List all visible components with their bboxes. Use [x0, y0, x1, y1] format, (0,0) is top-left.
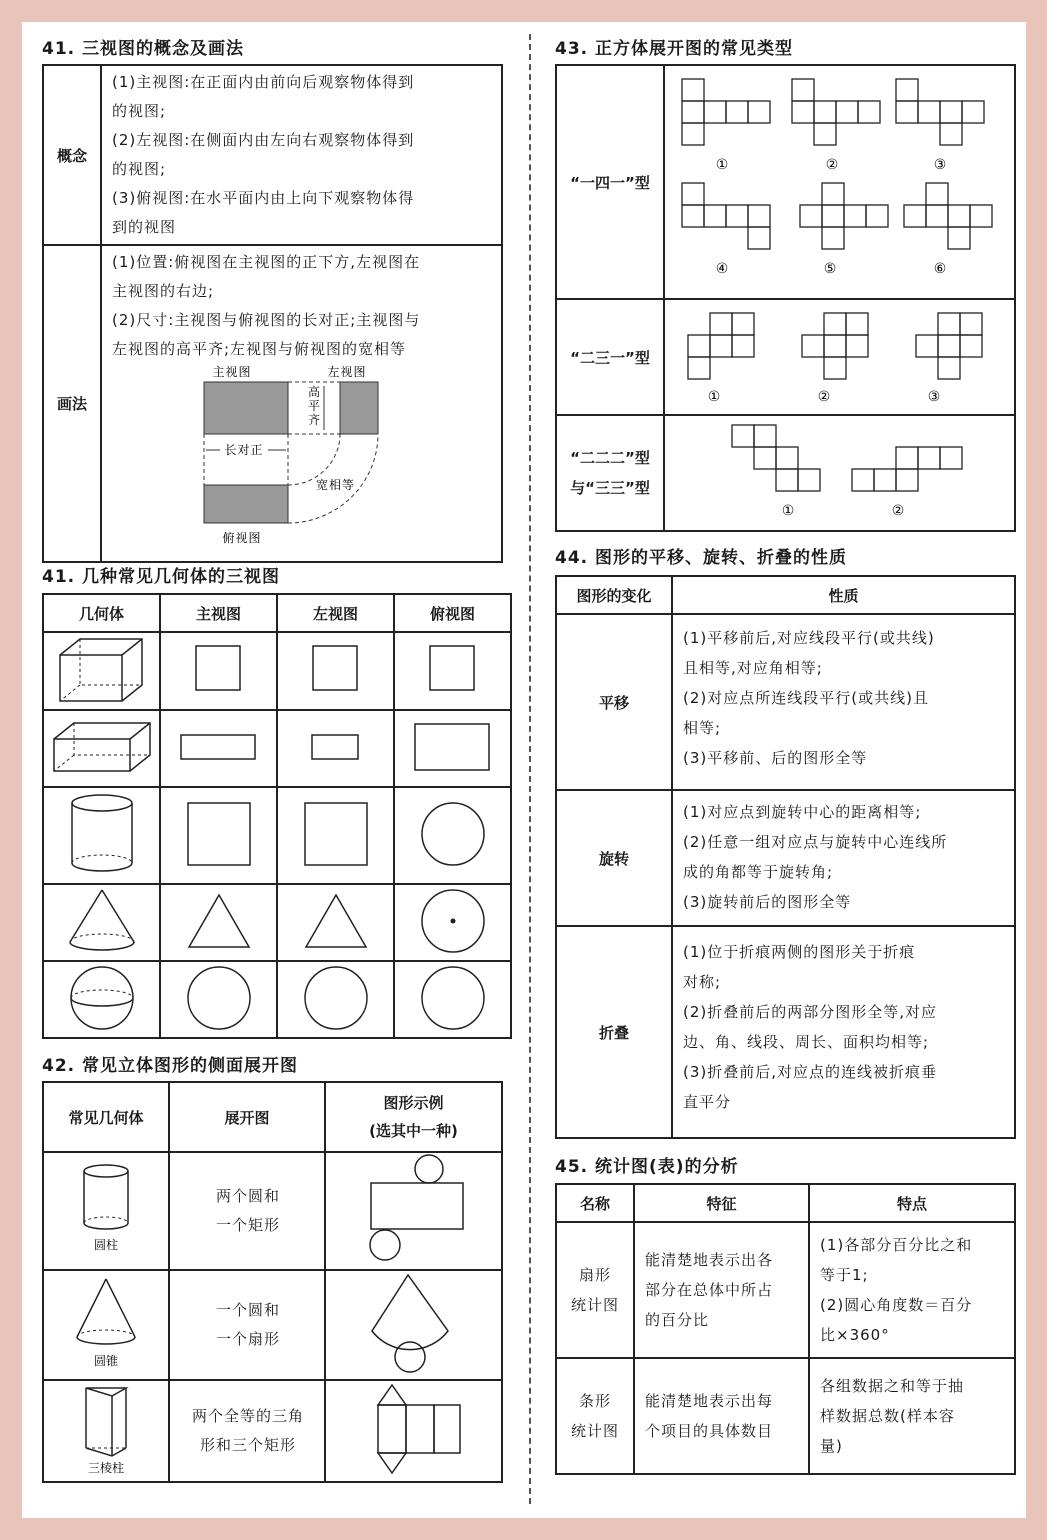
fold-text: (1)位于折痕两侧的图形关于折痕 对称; (2)折叠前后的两部分图形全等,对应 边、角、线段、周长、面积均相等; (3)折叠前后,对应点的连线被折痕垂 直平分	[672, 926, 1015, 1138]
header-name: 名称	[556, 1184, 634, 1222]
cone-top-view	[394, 884, 511, 961]
pie-chart-feature: 能清楚地表示出各 部分在总体中所占 的百分比	[634, 1222, 809, 1358]
svg-text:②: ②	[825, 157, 838, 173]
three-views-concept-table	[42, 64, 503, 563]
pie-chart-characteristic: (1)各部分百分比之和 等于1; (2)圆心角度数＝百分 比×360°	[809, 1222, 1015, 1358]
common-solids-views-table	[42, 593, 512, 1039]
concept-text: (1)主视图:在正面内由前向后观察物体得到 的视图; (2)左视图:在侧面内由左向右观察物体得到 的视图; (3)俯视图:在水平面内由上向下观察物体得 到的视图	[101, 65, 502, 245]
header-top: 俯视图	[394, 594, 511, 632]
svg-text:⑤: ⑤	[823, 261, 836, 277]
cone-desc: 一个圆和 一个扇形	[169, 1270, 325, 1380]
svg-text:①: ①	[781, 503, 794, 519]
svg-text:宽相等: 宽相等	[316, 478, 356, 492]
type-222-33-label: “二二二”型 与“三三”型	[556, 415, 664, 531]
cube-solid	[43, 632, 160, 710]
cone-net	[325, 1270, 502, 1380]
cuboid-top-view	[394, 710, 511, 787]
cylinder-cell	[43, 1152, 169, 1270]
svg-text:三棱柱: 三棱柱	[87, 1461, 125, 1475]
cube-top-view	[394, 632, 511, 710]
header-unfold: 展开图	[169, 1082, 325, 1152]
header-feature: 特征	[634, 1184, 809, 1222]
nets-231-diagram	[670, 303, 1010, 407]
svg-text:③: ③	[927, 389, 940, 405]
bar-chart-characteristic: 各组数据之和等于抽 样数据总数(样本容 量)	[809, 1358, 1015, 1474]
cube-left-view	[277, 632, 394, 710]
translate-label: 平移	[556, 614, 672, 790]
top-view-rect	[204, 485, 288, 523]
header-solid-type: 常见几何体	[43, 1082, 169, 1152]
prism-desc: 两个全等的三角 形和三个矩形	[169, 1380, 325, 1482]
front-view-rect	[204, 382, 288, 434]
rotate-text: (1)对应点到旋转中心的距离相等; (2)任意一组对应点与旋转中心连线所 成的角都等于旋转角; (3)旋转前后的图形全等	[672, 790, 1015, 926]
cylinder-top-view	[394, 787, 511, 884]
cylinder-net	[325, 1152, 502, 1270]
section-41a-title: 41. 三视图的概念及画法	[42, 39, 245, 59]
svg-text:齐: 齐	[308, 413, 322, 427]
cone-solid	[43, 884, 160, 961]
fold-label: 折叠	[556, 926, 672, 1138]
transform-properties-table	[555, 575, 1016, 1139]
three-views-diagram	[112, 364, 492, 549]
sphere-solid	[43, 961, 160, 1038]
section-42-title: 42. 常见立体图形的侧面展开图	[42, 1056, 299, 1076]
bar-chart-name: 条形 统计图	[556, 1358, 634, 1474]
lateral-unfolding-table	[42, 1081, 503, 1483]
cylinder-desc: 两个圆和 一个矩形	[169, 1152, 325, 1270]
statistics-chart-table	[555, 1183, 1016, 1475]
type-222-33-nets	[664, 415, 1015, 531]
cone-front-view	[160, 884, 277, 961]
nets-222-33-diagram	[670, 419, 1010, 523]
header-left: 左视图	[277, 594, 394, 632]
header-transform: 图形的变化	[556, 576, 672, 614]
page-sheet	[22, 22, 1026, 1518]
type-231-nets	[664, 299, 1015, 415]
cylinder-left-view	[277, 787, 394, 884]
section-41b-title: 41. 几种常见几何体的三视图	[42, 567, 281, 587]
cylinder-solid	[43, 787, 160, 884]
method-label: 画法	[43, 245, 101, 562]
cuboid-solid	[43, 710, 160, 787]
method-cell: (1)位置:俯视图在主视图的正下方,左视图在 主视图的右边; (2)尺寸:主视图与俯视图的长对正;主视图与 左视图的高平齐;左视图与俯视图的宽相等 主视图 左视图 高 平 齐 长对正 宽相等 俯视图	[101, 245, 502, 562]
section-43-title: 43. 正方体展开图的常见类型	[555, 39, 794, 59]
nets-141-diagram	[670, 69, 1010, 291]
sphere-top-view	[394, 961, 511, 1038]
svg-text:俯视图: 俯视图	[222, 531, 262, 545]
svg-text:长对正: 长对正	[224, 443, 264, 457]
cone-left-view	[277, 884, 394, 961]
svg-text:高: 高	[308, 385, 322, 399]
svg-text:④: ④	[715, 261, 728, 277]
header-front: 主视图	[160, 594, 277, 632]
svg-text:②: ②	[817, 389, 830, 405]
svg-text:左视图: 左视图	[327, 365, 367, 379]
cone-cell	[43, 1270, 169, 1380]
type-231-label: “二三一”型	[556, 299, 664, 415]
type-141-label: “一四一”型	[556, 65, 664, 299]
sphere-left-view	[277, 961, 394, 1038]
svg-text:③: ③	[933, 157, 946, 173]
rotate-label: 旋转	[556, 790, 672, 926]
type-141-nets	[664, 65, 1015, 299]
pie-chart-name: 扇形 统计图	[556, 1222, 634, 1358]
svg-text:⑥: ⑥	[933, 261, 946, 277]
svg-text:主视图: 主视图	[212, 365, 252, 379]
concept-label: 概念	[43, 65, 101, 245]
svg-text:①: ①	[707, 389, 720, 405]
svg-text:圆锥: 圆锥	[93, 1354, 119, 1368]
sphere-front-view	[160, 961, 277, 1038]
header-characteristic: 特点	[809, 1184, 1015, 1222]
svg-text:平: 平	[308, 399, 322, 413]
cube-front-view	[160, 632, 277, 710]
cuboid-front-view	[160, 710, 277, 787]
cylinder-front-view	[160, 787, 277, 884]
header-solid: 几何体	[43, 594, 160, 632]
header-example: 图形示例 (选其中一种)	[325, 1082, 502, 1152]
svg-text:①: ①	[715, 157, 728, 173]
bar-chart-feature: 能清楚地表示出每 个项目的具体数目	[634, 1358, 809, 1474]
cube-nets-table	[555, 64, 1016, 532]
prism-cell	[43, 1380, 169, 1482]
section-45-title: 45. 统计图(表)的分析	[555, 1157, 739, 1177]
svg-text:②: ②	[891, 503, 904, 519]
prism-net	[325, 1380, 502, 1482]
section-44-title: 44. 图形的平移、旋转、折叠的性质	[555, 548, 848, 568]
translate-text: (1)平移前后,对应线段平行(或共线) 且相等,对应角相等; (2)对应点所连线段平行(或共线)且 相等; (3)平移前、后的图形全等	[672, 614, 1015, 790]
header-property: 性质	[672, 576, 1015, 614]
cuboid-left-view	[277, 710, 394, 787]
svg-text:圆柱: 圆柱	[93, 1238, 119, 1252]
column-divider	[529, 34, 531, 1504]
left-view-rect	[340, 382, 378, 434]
